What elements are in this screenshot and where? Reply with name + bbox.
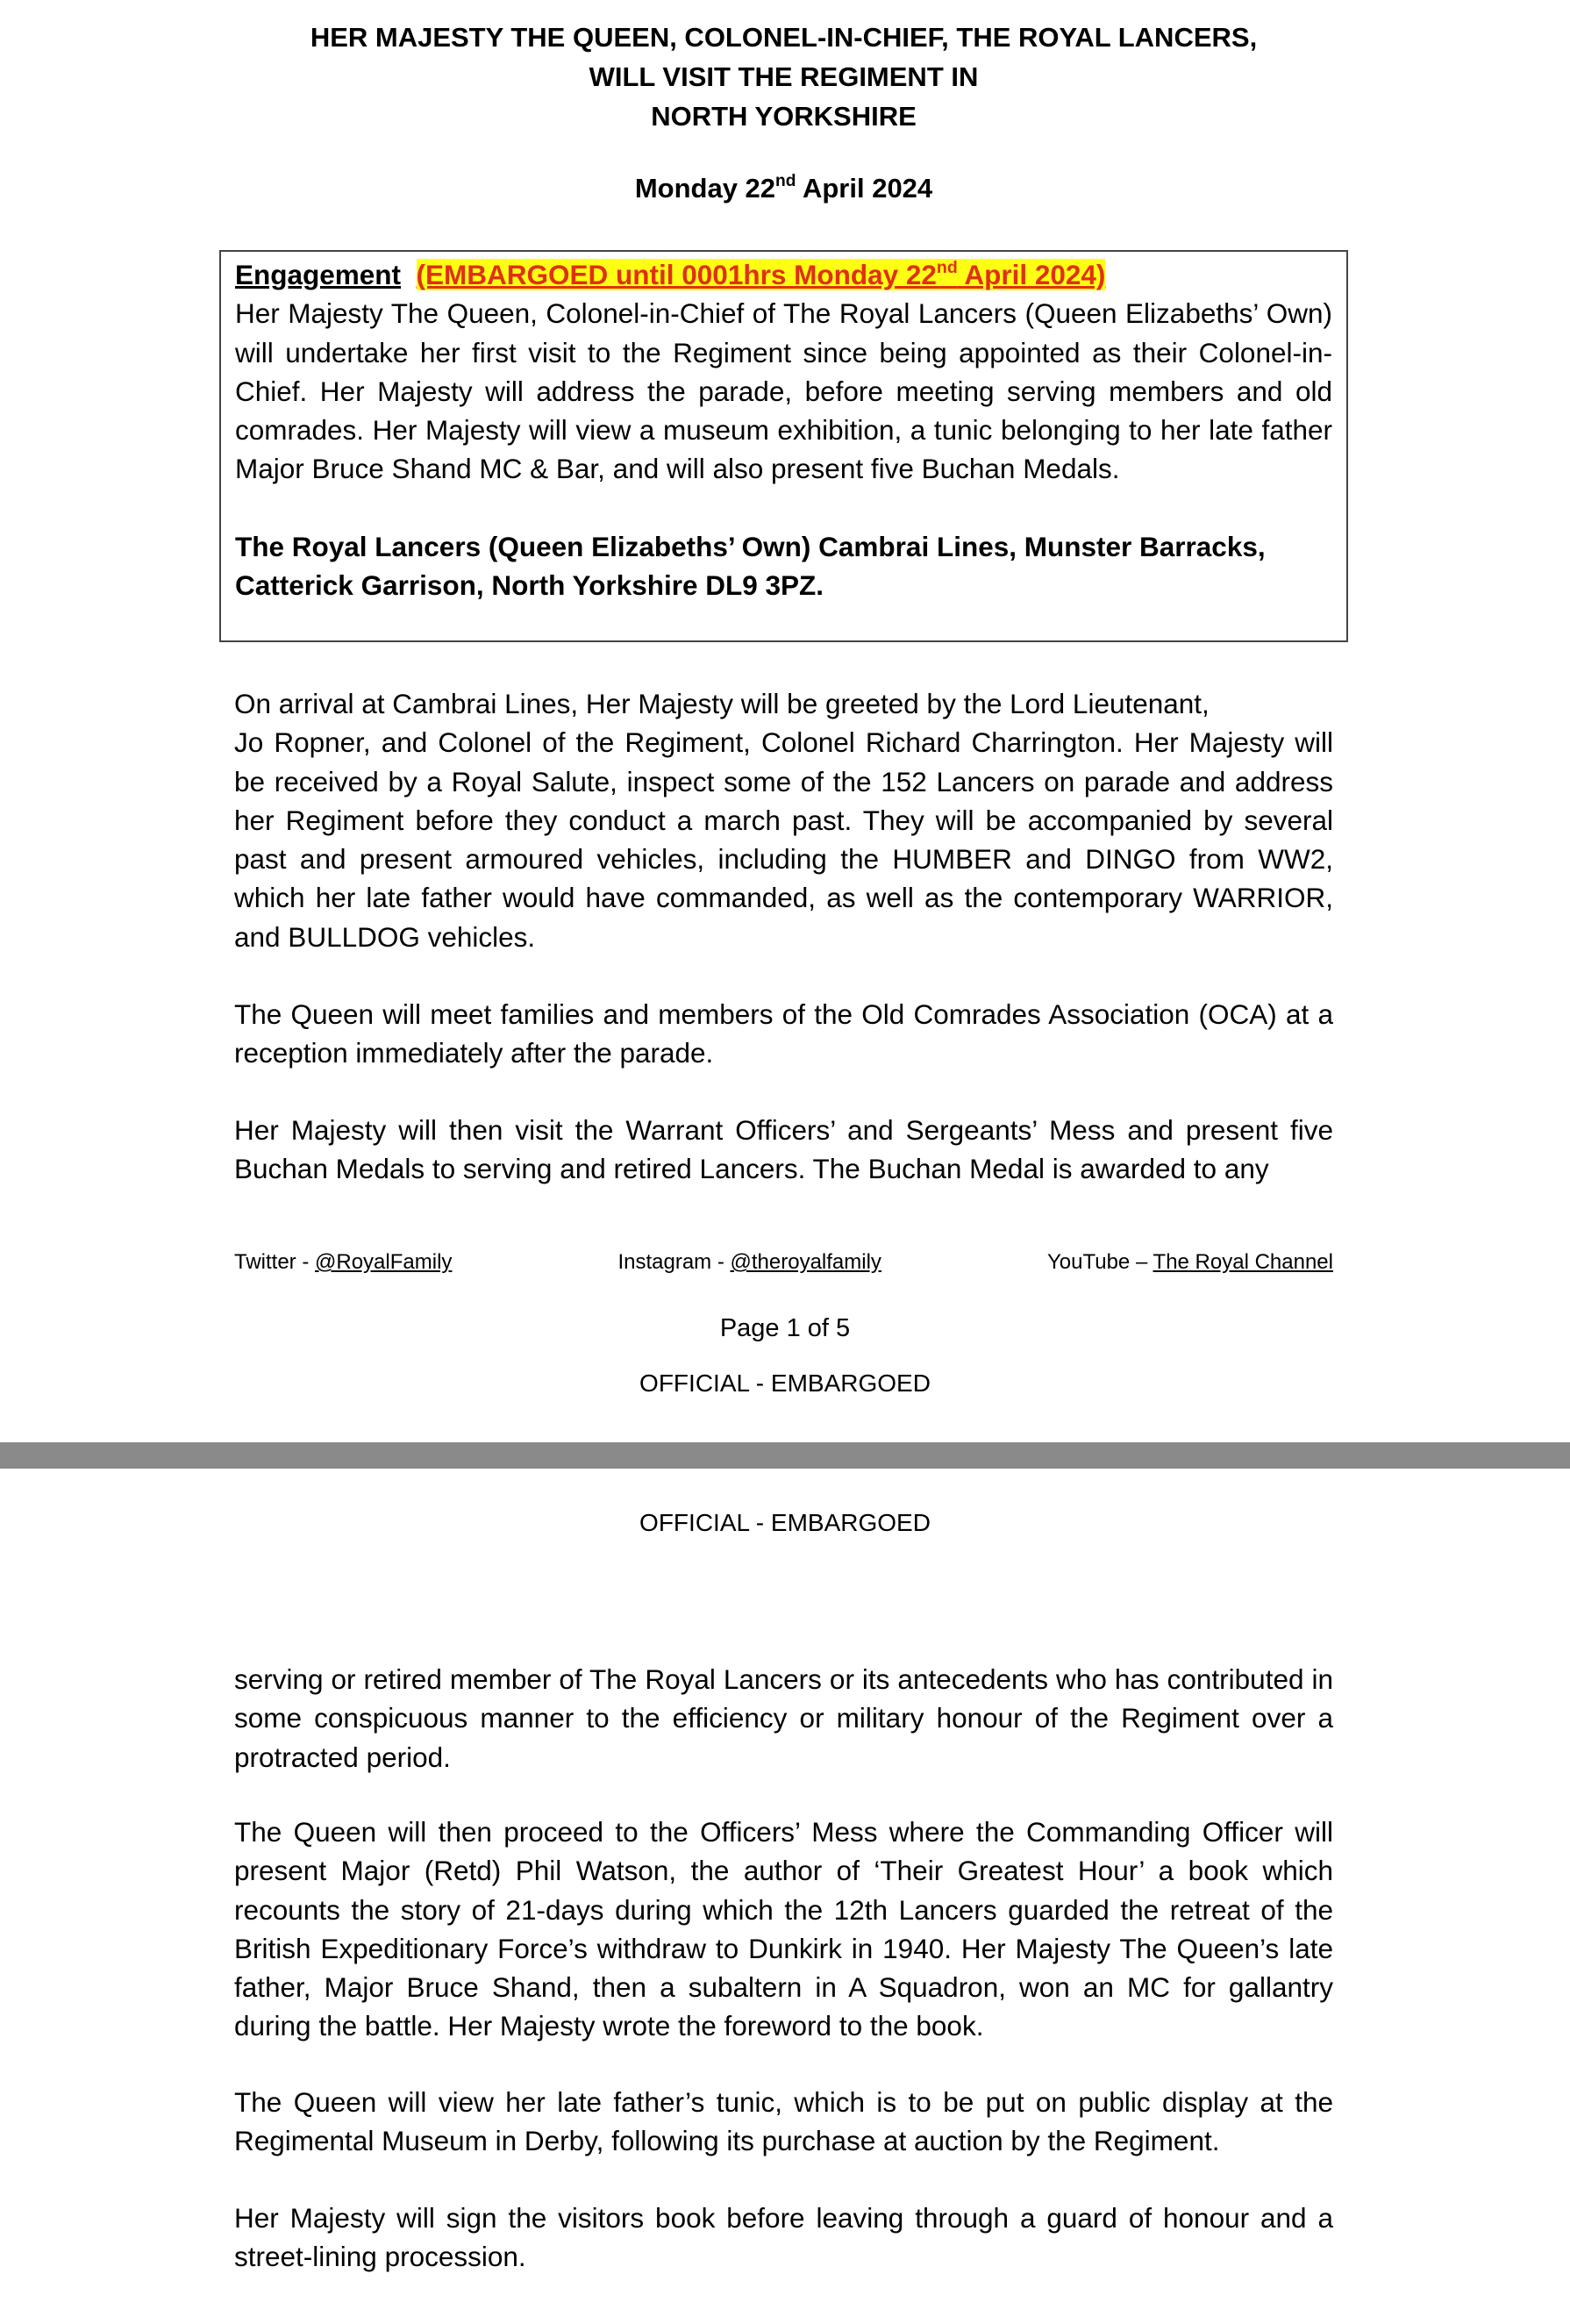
document-page-2 [0, 1469, 1570, 2324]
page-heading [234, 18, 1333, 136]
classification-footer: OFFICIAL - EMBARGOED [639, 1369, 931, 1397]
page-separator [0, 1442, 1570, 1469]
youtube-link-group: YouTube – The Royal Channel [1046, 1250, 1333, 1274]
embargo-notice: (EMBARGOED until 0001hrs Monday 22nd April 2024) [416, 257, 1106, 290]
social-footer [234, 1250, 1333, 1275]
classification-header: OFFICIAL - EMBARGOED [639, 1509, 931, 1536]
paragraph-departure: Her Majesty will sign the visitors book before leaving through a guard of honour and a street-lining procession. [234, 2202, 1333, 2273]
paragraph-arrival: On arrival at Cambrai Lines, Her Majesty will be greeted by the Lord Lieutenant, Jo Ropner, and Colonel of the Regiment, Colonel Richard Charrington. Her Majesty will be received by a Royal Salute, inspect some of the 152 Lancers on parade and address her Regiment before they conduct a march past. They will be accompanied by several past and present armoured vehicles, including the HUMBER and DINGO from WW2, which her late father would have commanded, as well as the contemporary WARRIOR, and BULLDOG vehicles. [234, 688, 1333, 953]
twitter-link-group: Twitter - @RoyalFamily [234, 1250, 453, 1274]
twitter-link[interactable]: @RoyalFamily [315, 1250, 453, 1274]
page-number: Page 1 of 5 [719, 1314, 851, 1342]
paragraph-officers-mess: The Queen will then proceed to the Officers’ Mess where the Commanding Officer will present Major (Retd) Phil Watson, the author of ‘Their Greatest Hour’ a book which recounts the story of 21-days during which the 12th Lancers guarded the retreat of the British Expeditionary Force’s withdraw to Dunkirk in 1940. Her Majesty The Queen’s late father, Major Bruce Shand, then a subaltern in A Squadron, won an MC for gallantry during the battle. Her Majesty wrote the foreword to the book. [234, 1816, 1333, 2042]
engagement-description: Her Majesty The Queen, Colonel-in-Chief of The Royal Lancers (Queen Elizabeths’ Own) will undertake her first visit to the Regiment since being appointed as their Colonel-in-Chief. Her Majesty will address the parade, before meeting serving members and old comrades. Her Majesty will view a museum exhibition, a tunic belonging to her late father Major Bruce Shand MC & Bar, and will also present five Buchan Medals. [235, 297, 1332, 485]
paragraph-sergeants-mess: Her Majesty will then visit the Warrant Officers’ and Sergeants’ Mess and present five Buchan Medals to serving and retired Lancers. The Buchan Medal is awarded to any [234, 1114, 1333, 1185]
heading-line-1: HER MAJESTY THE QUEEN, COLONEL-IN-CHIEF, THE ROYAL LANCERS, [310, 22, 1258, 53]
engagement-address-line-2: Catterick Garrison, North Yorkshire DL9 3PZ. [235, 569, 824, 602]
engagement-box [219, 250, 1348, 642]
engagement-address-line-1: The Royal Lancers (Queen Elizabeths’ Own) Cambrai Lines, Munster Barracks, [235, 530, 1266, 562]
heading-line-3: NORTH YORKSHIRE [651, 101, 917, 132]
engagement-label: Engagement [235, 259, 402, 290]
paragraph-tunic: The Queen will view her late father’s tunic, which is to be put on public display at the Regimental Museum in Derby, following its purchase at auction by the Regiment. [234, 2086, 1333, 2157]
paragraph-reception: The Queen will meet families and members of the Old Comrades Association (OCA) at a reception immediately after the parade. [234, 998, 1333, 1069]
engagement-title [235, 255, 1332, 294]
paragraph-buchan-medal: serving or retired member of The Royal Lancers or its antecedents who has contributed in some conspicuous manner to the efficiency or military honour of the Regiment over a protracted period. [234, 1663, 1333, 1773]
visit-date: Monday 22nd April 2024 [634, 171, 933, 204]
heading-line-2: WILL VISIT THE REGIMENT IN [589, 61, 979, 92]
instagram-link[interactable]: @theroyalfamily [730, 1250, 881, 1274]
youtube-link[interactable]: The Royal Channel [1153, 1250, 1333, 1274]
instagram-link-group: Instagram - @theroyalfamily [617, 1250, 881, 1274]
